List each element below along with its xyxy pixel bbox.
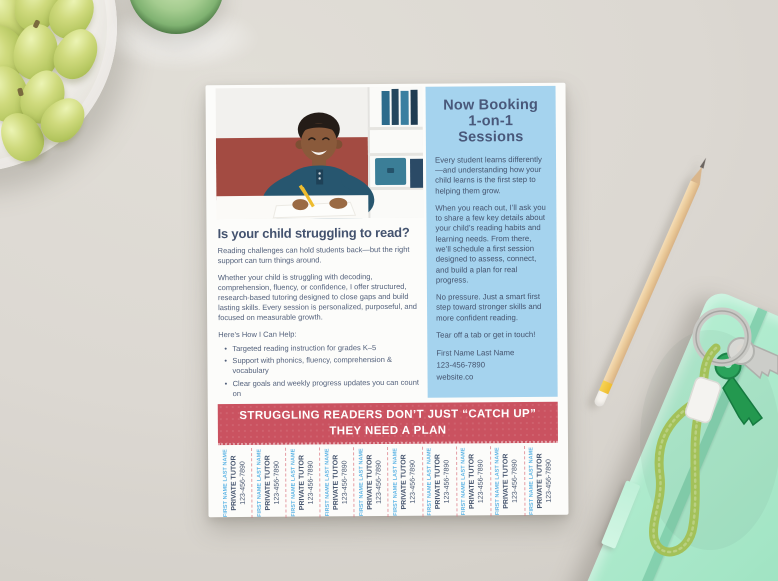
contact-website: website.co [436,371,474,382]
tab-phone: 123-456-7890 [375,460,383,505]
contact-name: First Name Last Name [436,348,515,358]
tab-phone: 123-456-7890 [273,461,281,505]
tab-role: PRIVATE TUTOR [502,453,511,510]
tear-off-tab [456,446,491,516]
tab-phone: 123-456-7890 [341,460,349,505]
left-column [216,87,425,399]
intro-paragraph: Reading challenges can hold students back—but the right support can turn things around. [217,244,410,266]
tab-role: PRIVATE TUTOR [366,454,374,510]
tear-off-tab [353,447,388,517]
tab-role: PRIVATE TUTOR [400,454,408,510]
tear-off-tab [218,448,252,518]
tab-name: FIRST NAME LAST NAME [221,449,229,518]
tab-phone: 123-456-7890 [511,459,520,504]
tear-off-cta: Tear off a tab or get in touch! [436,329,536,340]
tab-name: FIRST NAME LAST NAME [358,448,365,517]
tear-off-tabs [218,446,558,518]
photo-navy-bin [410,159,423,188]
tab-name: FIRST NAME LAST NAME [460,447,468,516]
tab-phone: 123-456-7890 [239,461,247,506]
banner-line-2: THEY NEED A PLAN [329,424,447,438]
left-heading: Is your child struggling to read? [217,224,410,242]
help-list-item: • Targeted reading instruction for grades K–5 [224,343,422,354]
tab-phone: 123-456-7890 [307,460,315,505]
help-list [218,343,422,399]
tab-phone: 123-456-7890 [477,459,486,504]
pencil-graphite-tip [700,157,708,169]
tab-phone: 123-456-7890 [409,460,417,504]
keys-with-lanyard [600,290,778,581]
contact-block [436,347,548,383]
info-panel [426,86,558,398]
panel-paragraph-3: No pressure. Just a smart first step toward stronger skills and more confident reading. [435,292,542,323]
tab-role: PRIVATE TUTOR [264,455,272,511]
panel-heading: Now Booking 1-on-1 Sessions [443,96,539,146]
tab-role: PRIVATE TUTOR [230,455,238,511]
tab-role: PRIVATE TUTOR [434,454,442,510]
tutoring-flyer [205,83,568,518]
tear-off-tab [285,448,320,518]
photo-boy-writing [216,87,424,219]
tear-off-tab [387,447,422,517]
banner-line-1: STRUGGLING READERS DON’T JUST “CATCH UP” [239,407,537,423]
tear-off-tab [422,447,457,517]
tab-name: FIRST NAME LAST NAME [290,448,297,517]
tab-name: FIRST NAME LAST NAME [256,449,263,518]
tear-off-tab [524,446,559,516]
panel-paragraph-2: When you reach out, I’ll ask you to share a few key details about your child’s reading habits and learning needs. From there, we’ll schedule a first session designed to assess, connect, and build a plan for real progress. [435,202,546,285]
tear-off-tab [251,448,286,518]
tab-name: FIRST NAME LAST NAME [392,448,399,517]
tab-role: PRIVATE TUTOR [332,454,340,511]
banner [218,402,558,446]
tear-off-tab [319,447,354,517]
tear-off-tab [490,446,525,516]
tab-role: PRIVATE TUTOR [468,453,477,510]
detail-paragraph: Whether your child is struggling with decoding, comprehension, fluency, or confidence, I offer structured, research-based tutoring designed to close gaps and build lasting skills. Every session is personalized, purposeful, and focused on measurable growth. [217,272,417,323]
tab-phone: 123-456-7890 [443,459,452,504]
contact-phone: 123-456-7890 [436,360,486,370]
help-list-item: • Clear goals and weekly progress updates you can count on [225,377,423,398]
tab-name: FIRST NAME LAST NAME [324,448,331,517]
tab-name: FIRST NAME LAST NAME [494,447,502,516]
tab-name: FIRST NAME LAST NAME [528,447,536,516]
tab-role: PRIVATE TUTOR [536,453,545,509]
tab-phone: 123-456-7890 [546,459,554,503]
help-list-intro: Here’s How I Can Help: [218,329,297,340]
tab-role: PRIVATE TUTOR [298,455,306,511]
panel-paragraph-1: Every student learns differently—and understanding how your child learns is the first step to helping them grow. [434,154,542,196]
tab-name: FIRST NAME LAST NAME [426,447,434,516]
help-list-item: • Support with phonics, fluency, comprehension & vocabulary [224,355,422,376]
